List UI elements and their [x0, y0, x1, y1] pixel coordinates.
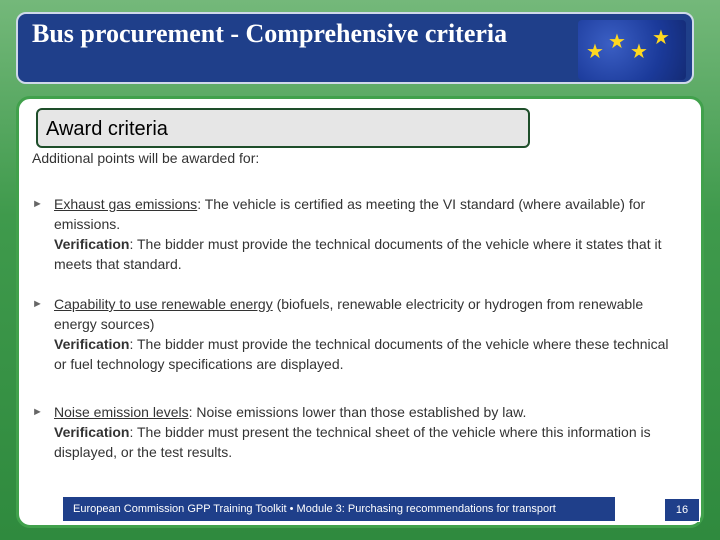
criterion-text: : The vehicle is certified as meeting the VI standard (where available) for emissions.	[54, 196, 646, 232]
triangle-right-icon: ►	[32, 298, 43, 310]
criterion-title: Noise emission levels	[54, 404, 189, 420]
triangle-right-icon: ►	[32, 406, 43, 418]
triangle-right-icon: ►	[32, 198, 43, 210]
verification-text: : The bidder must present the technical sheet of the vehicle where this information is displayed, or the test results.	[54, 424, 651, 460]
criterion-text: (biofuels, renewable electricity or hydrogen from renewable energy sources)	[54, 296, 644, 332]
footer-text: European Commission GPP Training Toolkit • Module 3: Purchasing recommendations for transport	[73, 503, 556, 515]
verification-text: : The bidder must provide the technical documents of the vehicle where these technical or fuel technology specifications are displayed.	[54, 336, 669, 372]
criterion-title: Capability to use renewable energy	[54, 296, 273, 312]
verification-text: : The bidder must provide the technical documents of the vehicle where it states that it meets that standard.	[54, 236, 662, 272]
eu-flag-icon: ★ ★ ★ ★	[578, 20, 686, 80]
criterion-title: Exhaust gas emissions	[54, 196, 198, 212]
slide-title: Bus procurement - Comprehensive criteria	[32, 19, 508, 48]
section-heading: Award criteria	[46, 118, 168, 140]
verification-label: Verification	[54, 236, 130, 252]
verification-label: Verification	[54, 336, 130, 352]
list-item	[32, 194, 672, 274]
criterion-text: : Noise emissions lower than those established by law.	[188, 404, 527, 420]
list-item	[32, 294, 672, 374]
title-bar	[16, 12, 694, 84]
intro-text: Additional points will be awarded for:	[32, 150, 260, 166]
list-item	[32, 402, 672, 462]
section-heading-box	[36, 108, 530, 148]
page-number: 16	[664, 498, 700, 522]
footer-bar	[62, 496, 616, 522]
verification-label: Verification	[54, 424, 130, 440]
